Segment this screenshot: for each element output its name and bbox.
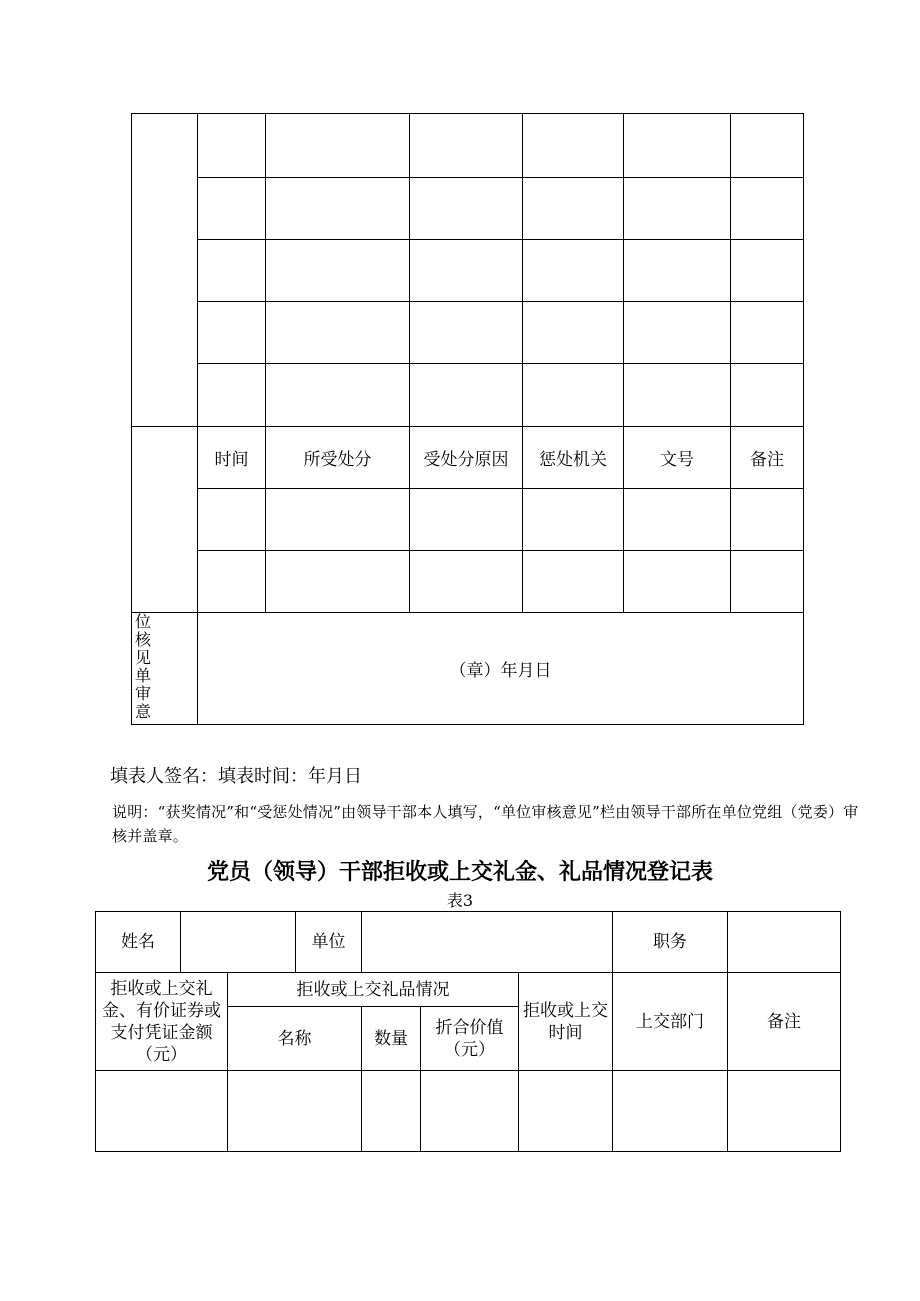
position-value-cell[interactable]	[728, 912, 841, 973]
name-label: 姓名	[96, 912, 181, 973]
table-cell[interactable]	[410, 364, 523, 427]
unit-review-content[interactable]: （章）年月日	[198, 613, 804, 725]
gift-quantity-header: 数量	[362, 1007, 421, 1071]
table-cell[interactable]	[624, 364, 731, 427]
instructions-note: 说明：“获奖情况”和“受惩处情况”由领导干部本人填写，“单位审核意见”栏由领导干部所在单位党组（党委）审核并盖章。	[112, 803, 859, 845]
discipline-table	[131, 113, 804, 725]
table-cell[interactable]	[731, 240, 804, 302]
table-cell[interactable]	[410, 114, 523, 178]
table-cell[interactable]	[728, 1071, 841, 1152]
department-header: 上交部门	[613, 973, 728, 1071]
table-cell[interactable]	[198, 302, 266, 364]
gift-register-table	[95, 911, 841, 1152]
header-remark: 备注	[731, 427, 804, 489]
table-cell[interactable]	[421, 1071, 519, 1152]
table-cell[interactable]	[198, 489, 266, 551]
table-cell[interactable]	[198, 551, 266, 613]
unit-label: 单位	[296, 912, 362, 973]
table-cell[interactable]	[410, 551, 523, 613]
table-cell[interactable]	[624, 114, 731, 178]
table-cell[interactable]	[523, 240, 624, 302]
table-cell[interactable]	[410, 302, 523, 364]
form3-subtitle: 表3	[446, 891, 474, 910]
table-cell[interactable]	[624, 240, 731, 302]
table-cell[interactable]	[266, 302, 410, 364]
table-cell[interactable]	[523, 114, 624, 178]
table-cell[interactable]	[198, 364, 266, 427]
table-cell[interactable]	[523, 302, 624, 364]
table-cell[interactable]	[228, 1071, 362, 1152]
table-cell[interactable]	[96, 1071, 228, 1152]
table-cell[interactable]	[266, 114, 410, 178]
table-cell[interactable]	[266, 240, 410, 302]
table-cell[interactable]	[731, 114, 804, 178]
table-cell[interactable]	[624, 489, 731, 551]
header-time: 时间	[198, 427, 266, 489]
table-cell[interactable]	[519, 1071, 613, 1152]
table-cell[interactable]	[410, 240, 523, 302]
table-cell[interactable]	[523, 178, 624, 240]
position-label: 职务	[613, 912, 728, 973]
signature-line: 填表人签名：填表时间：年月日	[110, 766, 362, 787]
gift-situation-header: 拒收或上交礼品情况	[228, 973, 519, 1007]
section-label-cell-1	[132, 114, 198, 427]
name-value-cell[interactable]	[181, 912, 296, 973]
table-cell[interactable]	[198, 114, 266, 178]
table-cell[interactable]	[266, 489, 410, 551]
table-cell[interactable]	[731, 178, 804, 240]
header-penalty-reason: 受处分原因	[410, 427, 523, 489]
table-cell[interactable]	[624, 178, 731, 240]
table-cell[interactable]	[523, 551, 624, 613]
return-time-header: 拒收或上交时间	[519, 973, 613, 1071]
header-document-number: 文号	[624, 427, 731, 489]
unit-value-cell[interactable]	[362, 912, 613, 973]
table-cell[interactable]	[198, 178, 266, 240]
table-cell[interactable]	[731, 489, 804, 551]
table-cell[interactable]	[362, 1071, 421, 1152]
table-cell[interactable]	[266, 364, 410, 427]
gift-name-header: 名称	[228, 1007, 362, 1071]
table-cell[interactable]	[624, 551, 731, 613]
table-cell[interactable]	[410, 178, 523, 240]
table-cell[interactable]	[266, 178, 410, 240]
table-cell[interactable]	[523, 364, 624, 427]
table-cell[interactable]	[731, 364, 804, 427]
header-penalty: 所受处分	[266, 427, 410, 489]
table-cell[interactable]	[266, 551, 410, 613]
remark-header: 备注	[728, 973, 841, 1071]
table-cell[interactable]	[198, 240, 266, 302]
gift-value-header: 折合价值（元）	[421, 1007, 519, 1071]
money-amount-header: 拒收或上交礼金、有价证券或支付凭证金额（元）	[96, 973, 228, 1071]
section-label-cell-2	[132, 427, 198, 613]
table-cell[interactable]	[731, 302, 804, 364]
table-cell[interactable]	[523, 489, 624, 551]
table-cell[interactable]	[410, 489, 523, 551]
table-cell[interactable]	[731, 551, 804, 613]
table-cell[interactable]	[613, 1071, 728, 1152]
form3-title: 党员（领导）干部拒收或上交礼金、礼品情况登记表	[206, 860, 713, 885]
table-cell[interactable]	[624, 302, 731, 364]
unit-review-label: 位 核 见 单 审 意	[132, 613, 198, 725]
header-penalty-authority: 惩处机关	[523, 427, 624, 489]
